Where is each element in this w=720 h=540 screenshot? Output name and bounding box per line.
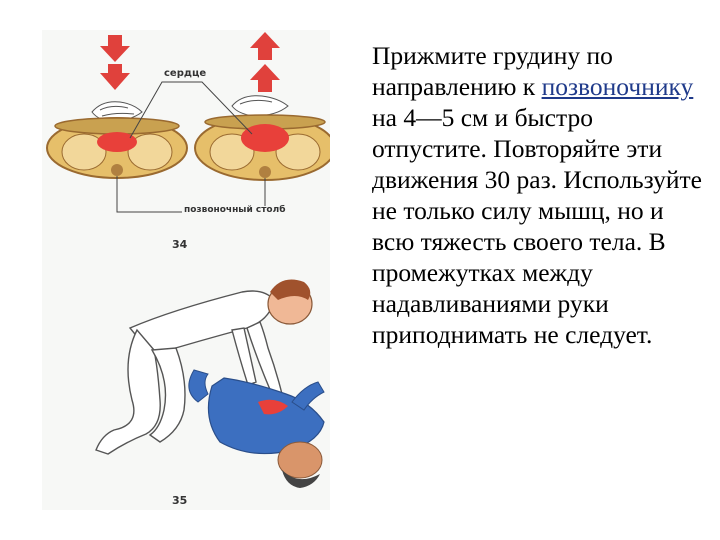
- label-spine: позвоночный столб: [184, 205, 286, 215]
- rescuer-head: [268, 280, 312, 324]
- instruction-text-end: на 4—5 см и быстро отпустите. Повторяйте эти движения 30 раз. Используйте не только силу мышц, но и всю тяжесть своего тела. В промежутках между надавливаниями руки приподнимать не следует.: [372, 103, 702, 349]
- figure-number-35: 35: [172, 494, 188, 507]
- chest-compression-diagram: [47, 30, 330, 251]
- spine-link[interactable]: позвоночнику: [541, 72, 694, 101]
- instruction-text: [372, 40, 702, 350]
- cpr-scene: [96, 280, 324, 507]
- hands-icon: [232, 96, 288, 116]
- arrow-up-icon: [250, 30, 280, 92]
- chest-cross-section-left: [47, 118, 187, 178]
- cpr-illustration: [42, 30, 330, 510]
- figure-number-34: 34: [172, 238, 188, 251]
- arrow-down-icon: [100, 35, 130, 90]
- patient-figure: [189, 370, 324, 488]
- label-heart: сердце: [164, 68, 207, 79]
- instruction-text-start: Прижмите грудину по направлению к: [372, 41, 613, 101]
- chest-cross-section-right: [195, 115, 330, 180]
